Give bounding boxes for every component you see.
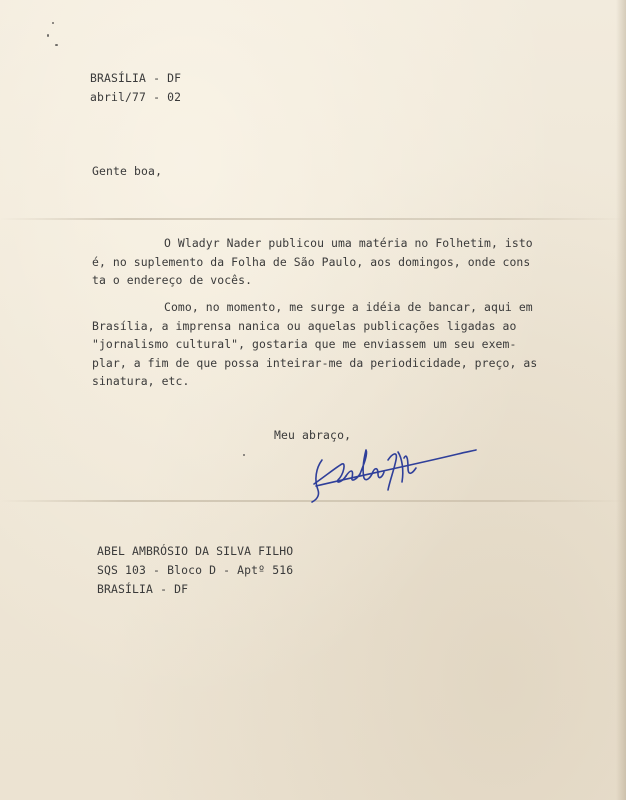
paper-edge-shadow bbox=[616, 0, 626, 800]
paper-speck bbox=[55, 44, 58, 46]
paragraph-1-line: O Wladyr Nader publicou uma matéria no Folhetim, isto bbox=[164, 236, 533, 250]
sender-address: SQS 103 - Bloco D - Aptº 516 bbox=[97, 563, 294, 577]
paper-speck bbox=[47, 34, 49, 37]
paragraph-2-line: "jornalismo cultural", gostaria que me enviassem um seu exem- bbox=[92, 337, 517, 351]
paragraph-1-line: ta o endereço de vocês. bbox=[92, 273, 253, 287]
paper-speck bbox=[52, 22, 54, 24]
paper-speck bbox=[243, 454, 245, 456]
closing: Meu abraço, bbox=[274, 428, 352, 442]
handwritten-signature bbox=[308, 440, 478, 506]
sender-city: BRASÍLIA - DF bbox=[97, 582, 189, 596]
paragraph-2-line: plar, a fim de que possa inteirar-me da periodicidade, preço, as bbox=[92, 355, 538, 370]
header-date: abril/77 - 02 bbox=[90, 90, 182, 104]
body-paragraph-1 bbox=[92, 234, 533, 290]
paragraph-1-line: é, no suplemento da Folha de São Paulo, aos domingos, onde cons bbox=[92, 254, 531, 269]
paragraph-2-line: Como, no momento, me surge a idéia de bancar, aqui em bbox=[164, 300, 533, 314]
fold-crease-upper bbox=[0, 218, 626, 220]
sender-name: ABEL AMBRÓSIO DA SILVA FILHO bbox=[97, 544, 294, 558]
paragraph-2-line: Brasília, a imprensa nanica ou aquelas publicações ligadas ao bbox=[92, 318, 517, 333]
paragraph-2-line: sinatura, etc. bbox=[92, 374, 190, 388]
body-paragraph-2 bbox=[92, 298, 537, 391]
header-city: BRASÍLIA - DF bbox=[90, 71, 182, 85]
salutation: Gente boa, bbox=[92, 164, 163, 178]
